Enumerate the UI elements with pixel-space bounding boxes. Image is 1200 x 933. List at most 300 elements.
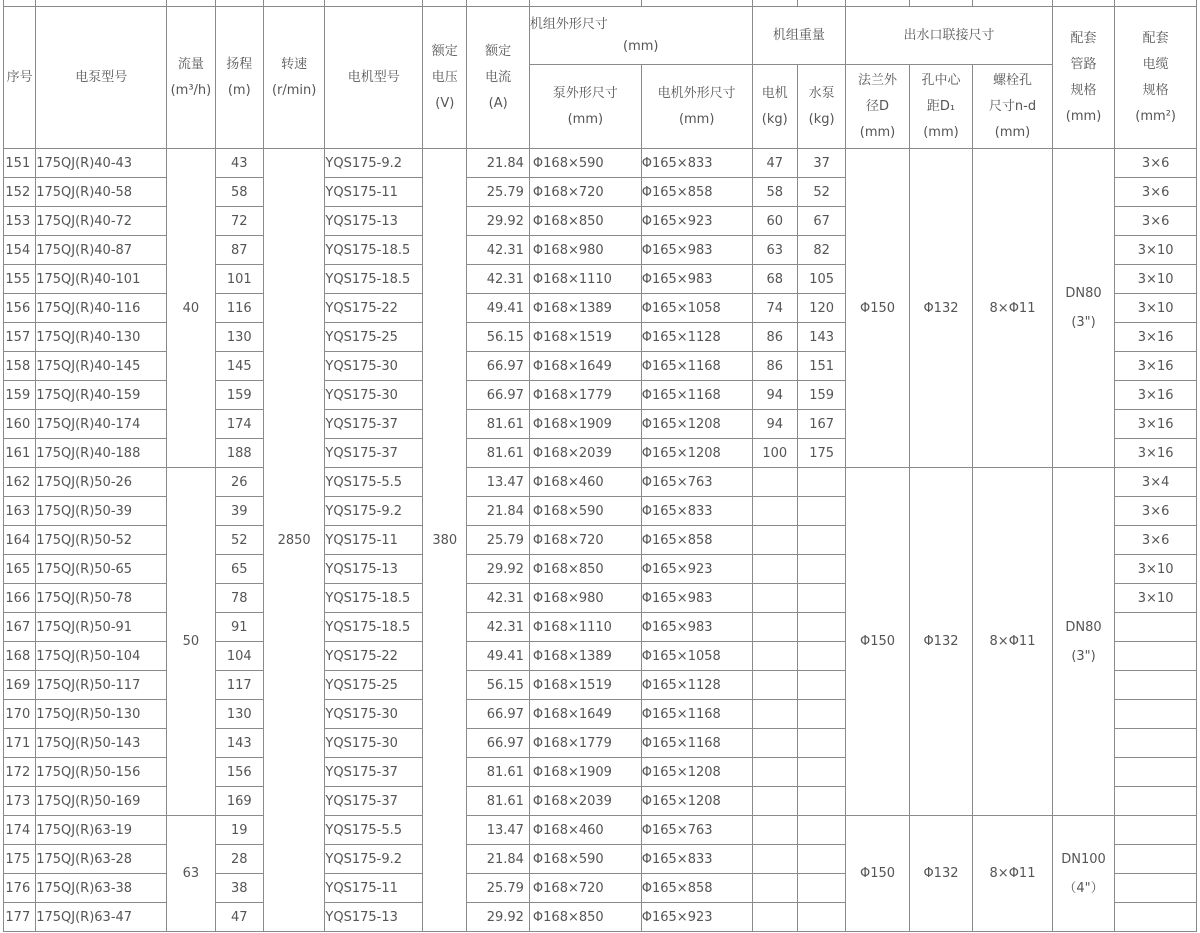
cell-bolt-hole: 8×Φ11 [973,816,1053,932]
cell-pump-model: 175QJ(R)50-156 [36,758,167,787]
cell-head: 65 [215,555,263,584]
cell-pump-weight [797,758,845,787]
pipe-size: DN80 [1065,286,1102,301]
cell-motor-dim: Φ165×858 [641,178,752,207]
cell-pump-weight [797,526,845,555]
cell-motor-dim: Φ165×833 [641,149,752,178]
cell-pump-dim: Φ168×1649 [529,700,641,729]
cell-seq: 173 [4,787,36,816]
cell-current: 13.47 [467,468,529,497]
cell-current: 21.84 [467,149,529,178]
header-pump-model: 电泵型号 [36,7,167,149]
cell-pump-weight [797,468,845,497]
cell-pump-model: 175QJ(R)50-26 [36,468,167,497]
header-voltage: 额定 电压 (V) [423,7,467,149]
cell-motor-dim: Φ165×858 [641,874,752,903]
cell-motor-model: YQS175-25 [325,323,423,352]
cell-motor-model: YQS175-11 [325,874,423,903]
cell-motor-model: YQS175-18.5 [325,584,423,613]
header-pump-weight: 水泵 (kg) [797,65,845,149]
cell-head: 116 [215,294,263,323]
cell-motor-model: YQS175-13 [325,903,423,932]
cell-pump-dim: Φ168×1110 [529,613,641,642]
cell-current: 29.92 [467,903,529,932]
cell-head: 78 [215,584,263,613]
header-cable: 配套 电缆 规格 (mm²) [1115,7,1197,149]
cell-pump-model: 175QJ(R)50-130 [36,700,167,729]
cell-seq: 155 [4,265,36,294]
cell-pump-dim: Φ168×850 [529,207,641,236]
cell-cable-spec: 3×16 [1115,410,1197,439]
cell-motor-dim: Φ165×833 [641,845,752,874]
cell-motor-model: YQS175-11 [325,178,423,207]
cell-speed: 2850 [263,149,324,932]
cell-head: 47 [215,903,263,932]
cell-motor-dim: Φ165×983 [641,584,752,613]
header-hole-center: 孔中心 距D₁ (mm) [909,65,972,149]
cell-pump-weight [797,816,845,845]
cell-pump-dim: Φ168×1519 [529,671,641,700]
cell-motor-dim: Φ165×858 [641,526,752,555]
cell-cable-spec: 3×10 [1115,555,1197,584]
cell-pump-weight: 120 [797,294,845,323]
cell-cable-spec: 3×6 [1115,497,1197,526]
cell-pump-model: 175QJ(R)50-78 [36,584,167,613]
cell-current: 49.41 [467,294,529,323]
cell-pipe-spec [1052,149,1114,468]
cell-pump-dim: Φ168×1779 [529,729,641,758]
table-row [4,149,1197,178]
cell-current: 81.61 [467,758,529,787]
cell-motor-weight: 74 [752,294,797,323]
cell-motor-dim: Φ165×983 [641,236,752,265]
cell-motor-model: YQS175-18.5 [325,613,423,642]
pipe-size-inch: （4"） [1063,880,1104,896]
cell-motor-weight: 94 [752,381,797,410]
cell-motor-dim: Φ165×983 [641,613,752,642]
cell-seq: 171 [4,729,36,758]
cell-pump-dim: Φ168×980 [529,584,641,613]
cell-motor-weight [752,497,797,526]
cell-pump-model: 175QJ(R)50-52 [36,526,167,555]
cell-pump-weight [797,555,845,584]
cell-motor-model: YQS175-11 [325,526,423,555]
cell-bolt-hole: 8×Φ11 [973,468,1053,816]
cell-pump-model: 175QJ(R)40-58 [36,178,167,207]
cell-head: 169 [215,787,263,816]
cell-motor-weight [752,903,797,932]
cell-motor-weight: 60 [752,207,797,236]
cell-motor-dim: Φ165×1208 [641,410,752,439]
pipe-size: DN100 [1061,851,1106,867]
header-flange-diameter: 法兰外 径D (mm) [846,65,909,149]
cell-seq: 164 [4,526,36,555]
cell-pump-model: 175QJ(R)40-101 [36,265,167,294]
cell-head: 101 [215,265,263,294]
cell-current: 56.15 [467,323,529,352]
cell-flow: 40 [167,149,215,468]
header-motor-dim: 电机外形尺寸 (mm) [641,65,752,149]
table-body [4,149,1197,932]
cell-hole-center: Φ132 [909,816,972,932]
cell-seq: 159 [4,381,36,410]
cell-current: 81.61 [467,787,529,816]
cell-cable-spec [1115,671,1197,700]
cell-flange-diameter: Φ150 [846,816,909,932]
header-seq: 序号 [4,7,36,149]
cell-motor-model: YQS175-9.2 [325,845,423,874]
cell-seq: 177 [4,903,36,932]
cell-pump-model: 175QJ(R)40-174 [36,410,167,439]
cell-pump-dim: Φ168×2039 [529,787,641,816]
cell-cable-spec: 3×16 [1115,439,1197,468]
cell-motor-weight [752,729,797,758]
cell-pump-model: 175QJ(R)40-87 [36,236,167,265]
cell-motor-dim: Φ165×1168 [641,700,752,729]
cell-pump-model: 175QJ(R)40-72 [36,207,167,236]
pipe-size-inch: (3") [1071,648,1096,664]
cell-cable-spec [1115,816,1197,845]
cell-current: 49.41 [467,642,529,671]
cell-pump-dim: Φ168×720 [529,178,641,207]
cell-motor-dim: Φ165×923 [641,903,752,932]
cell-motor-model: YQS175-13 [325,555,423,584]
pump-spec-table [3,0,1197,932]
cell-pump-dim: Φ168×590 [529,149,641,178]
cell-motor-weight [752,758,797,787]
cell-current: 25.79 [467,526,529,555]
cell-motor-model: YQS175-30 [325,352,423,381]
cell-current: 56.15 [467,671,529,700]
cell-seq: 154 [4,236,36,265]
cell-motor-weight: 86 [752,352,797,381]
cell-motor-weight: 100 [752,439,797,468]
cell-pump-dim: Φ168×2039 [529,439,641,468]
cell-pump-model: 175QJ(R)40-159 [36,381,167,410]
cell-motor-model: YQS175-18.5 [325,236,423,265]
cell-seq: 162 [4,468,36,497]
cell-pump-weight: 143 [797,323,845,352]
header-dims: 机组外形尺寸 (mm) [529,7,752,65]
cell-pump-dim: Φ168×1649 [529,352,641,381]
cell-flow: 63 [167,816,215,932]
cell-pump-model: 175QJ(R)63-38 [36,874,167,903]
cell-pump-dim: Φ168×850 [529,903,641,932]
cell-pump-dim: Φ168×1779 [529,381,641,410]
cell-motor-weight [752,468,797,497]
cell-pump-model: 175QJ(R)50-143 [36,729,167,758]
cell-current: 66.97 [467,381,529,410]
cell-bolt-hole: 8×Φ11 [973,149,1053,468]
cell-pump-weight [797,497,845,526]
cell-pump-weight: 82 [797,236,845,265]
cell-flange-diameter: Φ150 [846,149,909,468]
cell-cable-spec: 3×6 [1115,178,1197,207]
cell-motor-weight [752,787,797,816]
cell-cable-spec [1115,845,1197,874]
cell-pump-dim: Φ168×720 [529,874,641,903]
cell-motor-weight: 63 [752,236,797,265]
cell-head: 143 [215,729,263,758]
cell-head: 91 [215,613,263,642]
cell-seq: 169 [4,671,36,700]
cell-head: 159 [215,381,263,410]
cell-seq: 170 [4,700,36,729]
cell-head: 43 [215,149,263,178]
cell-motor-dim: Φ165×923 [641,207,752,236]
cell-motor-weight: 68 [752,265,797,294]
cell-head: 117 [215,671,263,700]
cell-current: 13.47 [467,816,529,845]
cell-motor-model: YQS175-22 [325,642,423,671]
cell-current: 29.92 [467,207,529,236]
cell-pump-weight [797,787,845,816]
cell-current: 25.79 [467,874,529,903]
cell-pump-model: 175QJ(R)40-145 [36,352,167,381]
cell-motor-model: YQS175-37 [325,410,423,439]
header-pump-dim: 泵外形尺寸 (mm) [529,65,641,149]
cell-current: 66.97 [467,352,529,381]
cell-voltage: 380 [423,149,467,932]
cell-motor-dim: Φ165×1208 [641,787,752,816]
cell-flow: 50 [167,468,215,816]
cell-cable-spec: 3×10 [1115,265,1197,294]
cell-pump-dim: Φ168×1519 [529,323,641,352]
cell-motor-model: YQS175-30 [325,729,423,758]
cell-current: 29.92 [467,555,529,584]
cell-cable-spec [1115,758,1197,787]
cell-cable-spec: 3×16 [1115,381,1197,410]
cell-pump-weight: 52 [797,178,845,207]
cell-head: 130 [215,700,263,729]
table-row [4,816,1197,845]
cell-hole-center: Φ132 [909,468,972,816]
cell-head: 104 [215,642,263,671]
cell-pump-dim: Φ168×980 [529,236,641,265]
cell-motor-model: YQS175-18.5 [325,265,423,294]
cell-pump-weight: 67 [797,207,845,236]
cell-motor-model: YQS175-9.2 [325,149,423,178]
cell-pump-model: 175QJ(R)40-188 [36,439,167,468]
cell-pump-dim: Φ168×1389 [529,642,641,671]
cell-pump-dim: Φ168×590 [529,497,641,526]
cell-seq: 157 [4,323,36,352]
cell-pump-weight [797,700,845,729]
cell-head: 130 [215,323,263,352]
cell-pump-model: 175QJ(R)63-19 [36,816,167,845]
cell-motor-model: YQS175-37 [325,439,423,468]
header-motor-weight: 电机 (kg) [752,65,797,149]
header-current: 额定 电流 (A) [467,7,529,149]
cell-cable-spec [1115,903,1197,932]
cell-pump-dim: Φ168×720 [529,526,641,555]
cell-pump-dim: Φ168×460 [529,468,641,497]
cell-motor-dim: Φ165×833 [641,497,752,526]
cell-head: 156 [215,758,263,787]
cell-motor-weight: 58 [752,178,797,207]
cell-motor-dim: Φ165×1058 [641,294,752,323]
cell-motor-weight [752,874,797,903]
cell-head: 58 [215,178,263,207]
cell-motor-model: YQS175-37 [325,758,423,787]
cell-cable-spec [1115,613,1197,642]
cell-motor-weight [752,816,797,845]
cell-motor-weight [752,700,797,729]
cell-motor-model: YQS175-9.2 [325,497,423,526]
cell-motor-weight: 47 [752,149,797,178]
cell-flange-diameter: Φ150 [846,468,909,816]
cell-head: 72 [215,207,263,236]
cell-cable-spec: 3×6 [1115,526,1197,555]
cell-pump-model: 175QJ(R)40-43 [36,149,167,178]
cell-pump-model: 175QJ(R)50-39 [36,497,167,526]
cell-pump-weight [797,613,845,642]
cell-pump-model: 175QJ(R)50-65 [36,555,167,584]
cell-motor-dim: Φ165×1168 [641,352,752,381]
cell-motor-dim: Φ165×923 [641,555,752,584]
cell-seq: 151 [4,149,36,178]
cell-motor-model: YQS175-5.5 [325,816,423,845]
cell-motor-weight [752,555,797,584]
cell-pump-dim: Φ168×590 [529,845,641,874]
cell-cable-spec [1115,700,1197,729]
cell-pump-model: 175QJ(R)50-91 [36,613,167,642]
cell-pump-weight [797,584,845,613]
cell-head: 19 [215,816,263,845]
cell-current: 21.84 [467,497,529,526]
cell-cable-spec [1115,642,1197,671]
cell-motor-dim: Φ165×1208 [641,439,752,468]
cell-cable-spec: 3×10 [1115,294,1197,323]
cell-pump-weight: 175 [797,439,845,468]
cell-pump-weight [797,642,845,671]
cell-motor-weight [752,845,797,874]
header-motor-model: 电机型号 [325,7,423,149]
cell-current: 66.97 [467,729,529,758]
cell-motor-model: YQS175-30 [325,381,423,410]
cell-motor-dim: Φ165×1168 [641,729,752,758]
cell-seq: 163 [4,497,36,526]
cell-head: 145 [215,352,263,381]
cell-pump-weight [797,729,845,758]
cell-seq: 152 [4,178,36,207]
cell-head: 52 [215,526,263,555]
cell-seq: 176 [4,874,36,903]
cell-cable-spec: 3×16 [1115,323,1197,352]
cell-motor-dim: Φ165×763 [641,816,752,845]
cell-motor-weight: 86 [752,323,797,352]
cell-head: 26 [215,468,263,497]
cell-motor-dim: Φ165×983 [641,265,752,294]
cell-pump-dim: Φ168×1909 [529,410,641,439]
cell-cable-spec: 3×4 [1115,468,1197,497]
cell-current: 42.31 [467,584,529,613]
cell-motor-dim: Φ165×1208 [641,758,752,787]
cell-current: 81.61 [467,439,529,468]
table-header [4,0,1197,149]
cell-pump-dim: Φ168×460 [529,816,641,845]
pipe-size-inch: (3") [1071,315,1096,330]
cell-pump-weight: 37 [797,149,845,178]
cell-motor-model: YQS175-25 [325,671,423,700]
cell-pump-dim: Φ168×1389 [529,294,641,323]
cell-head: 87 [215,236,263,265]
cell-cable-spec: 3×6 [1115,149,1197,178]
cell-current: 81.61 [467,410,529,439]
cell-motor-weight: 94 [752,410,797,439]
cell-pump-model: 175QJ(R)40-116 [36,294,167,323]
header-pipe: 配套 管路 规格 (mm) [1052,7,1114,149]
cell-pump-model: 175QJ(R)50-169 [36,787,167,816]
cell-pump-dim: Φ168×1909 [529,758,641,787]
cell-seq: 158 [4,352,36,381]
cell-cable-spec [1115,729,1197,758]
cell-pump-weight: 105 [797,265,845,294]
header-outlet: 出水口联接尺寸 [846,7,1053,65]
cell-motor-weight [752,526,797,555]
cell-motor-dim: Φ165×1168 [641,381,752,410]
cell-pipe-spec [1052,468,1114,816]
pipe-size: DN80 [1065,619,1102,635]
cell-motor-model: YQS175-37 [325,787,423,816]
cell-head: 174 [215,410,263,439]
cell-pump-weight [797,903,845,932]
cell-cable-spec [1115,787,1197,816]
cell-motor-weight [752,584,797,613]
cell-pump-weight: 151 [797,352,845,381]
header-weight: 机组重量 [752,7,846,65]
cell-current: 21.84 [467,845,529,874]
cell-pump-model: 175QJ(R)63-47 [36,903,167,932]
header-flow: 流量 (m³/h) [167,7,215,149]
cell-pump-weight: 167 [797,410,845,439]
cell-motor-model: YQS175-30 [325,700,423,729]
cell-motor-dim: Φ165×1058 [641,642,752,671]
cell-motor-weight [752,671,797,700]
cell-pump-dim: Φ168×1110 [529,265,641,294]
cell-motor-model: YQS175-13 [325,207,423,236]
cell-pump-model: 175QJ(R)50-104 [36,642,167,671]
cell-seq: 156 [4,294,36,323]
table-row [4,468,1197,497]
header-head: 扬程 (m) [215,7,263,149]
cell-cable-spec: 3×10 [1115,236,1197,265]
cell-seq: 165 [4,555,36,584]
cell-seq: 153 [4,207,36,236]
cell-head: 188 [215,439,263,468]
cell-cable-spec [1115,874,1197,903]
cell-pump-model: 175QJ(R)40-130 [36,323,167,352]
cell-seq: 175 [4,845,36,874]
cell-motor-dim: Φ165×763 [641,468,752,497]
cell-seq: 161 [4,439,36,468]
cell-pump-weight: 159 [797,381,845,410]
cell-pump-dim: Φ168×850 [529,555,641,584]
cell-motor-model: YQS175-5.5 [325,468,423,497]
cell-seq: 174 [4,816,36,845]
cell-current: 66.97 [467,700,529,729]
cell-cable-spec: 3×16 [1115,352,1197,381]
cell-motor-weight [752,642,797,671]
cell-pump-model: 175QJ(R)50-117 [36,671,167,700]
cell-motor-weight [752,613,797,642]
cell-pump-weight [797,671,845,700]
header-speed: 转速 (r/min) [263,7,324,149]
header-bolt-hole: 螺栓孔 尺寸n-d (mm) [973,65,1053,149]
cell-current: 42.31 [467,613,529,642]
cell-seq: 167 [4,613,36,642]
cell-head: 28 [215,845,263,874]
